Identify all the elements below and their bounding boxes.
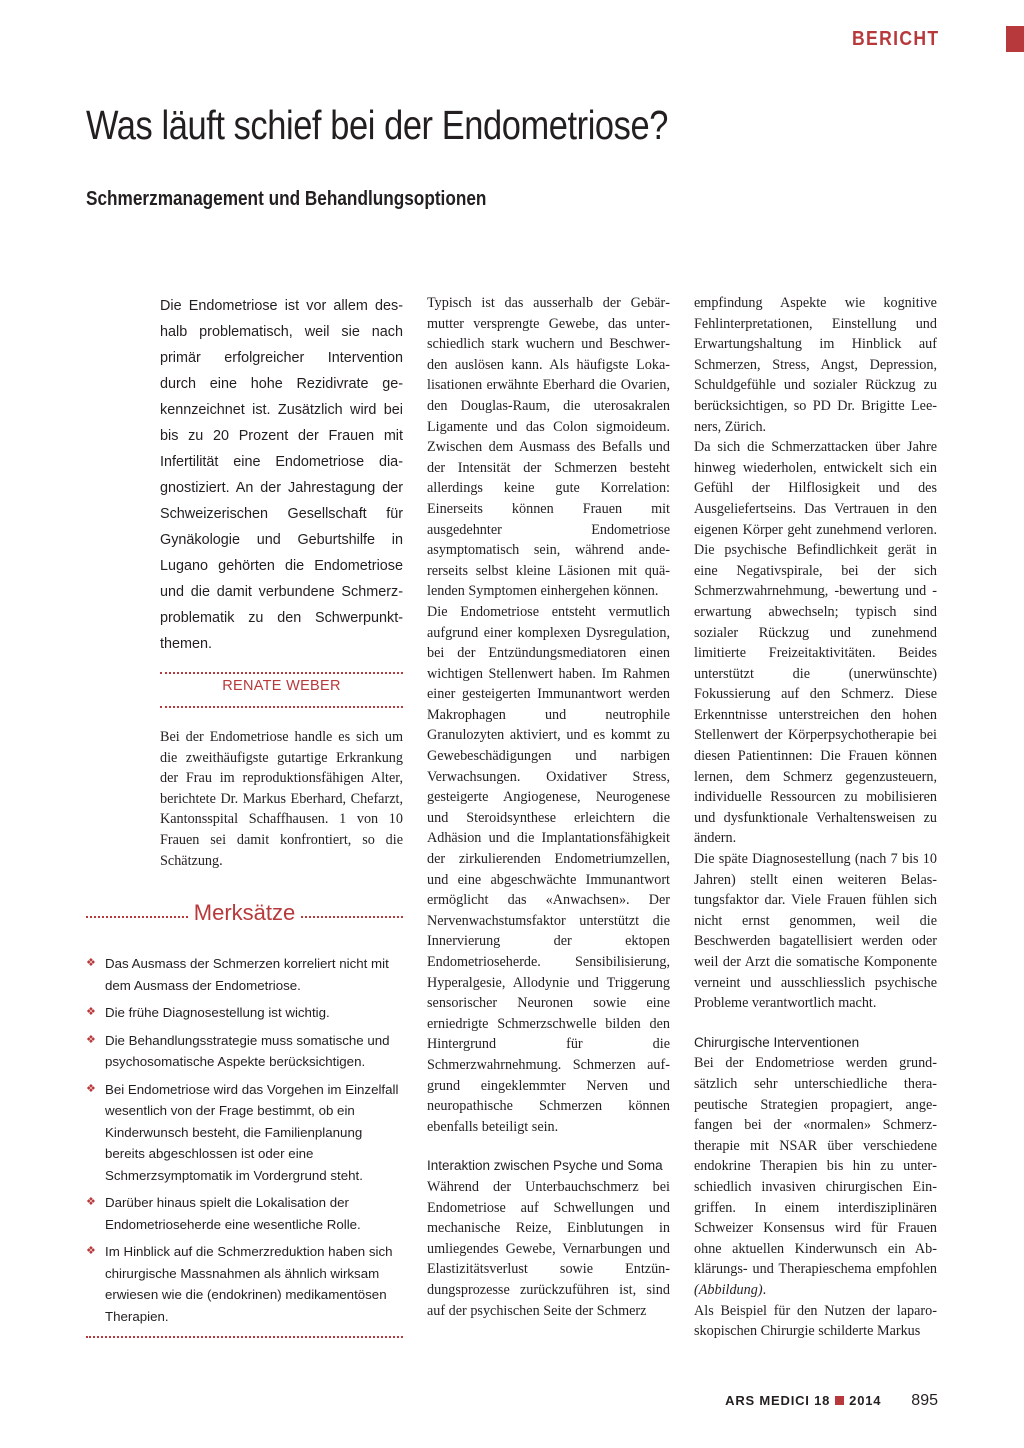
- section-heading-chirurgie: Chirurgische Interventionen: [694, 1034, 860, 1050]
- list-item-text: Das Ausmass der Schmerzen korreliert nicht mit dem Ausmass der Endometriose.: [105, 956, 389, 993]
- body-column-3: [694, 293, 937, 1342]
- body-paragraph: Bei der Endometriose werden grundsätzlich sehr unterschiedliche therapeutische Strategien propagiert, angefangen bei der «normalen» Schmerztherapie mit NSAR über verschiedene endokrine Therapien bis hin zu unterschiedlich invasiven chirurgischen Eingriffen. In einem interdisziplinären Schweizer Konsensus wird für Frauen ohne aktuellen Kinderwunsch ein Abklärungs- und Therapieschema empfohlen (Abbildung).: [694, 1055, 937, 1298]
- diamond-bullet-icon: ❖: [86, 957, 96, 969]
- lead-paragraph: Die Endometriose ist vor allem deshalb problematisch, weil sie nach primär erfolgreicher Intervention durch eine hohe Rezidivrate gekennzeichnet ist. Zusätzlich wird bei bis zu 20 Prozent der Frauen mit Infertilität eine Endometriose diagnostiziert. An der Jahrestagung der Schweizerischen Gesellschaft für Gynäkologie und Geburtshilfe in Lugano gehörten die Endometriose und die damit verbundene Schmerzproblematik zu den Schwerpunktthemen.: [160, 298, 403, 652]
- diamond-bullet-icon: ❖: [86, 1196, 96, 1208]
- diamond-bullet-icon: ❖: [86, 1245, 96, 1257]
- diamond-bullet-icon: ❖: [86, 1033, 96, 1046]
- section-heading-psyche: Interaktion zwischen Psyche und Soma: [427, 1158, 663, 1174]
- list-item: [86, 1002, 404, 1024]
- figure-reference: (Abbildung): [694, 1281, 763, 1298]
- intro-paragraph: Bei der Endometriose handle es sich um die zweithäufigste gutartige Erkrankung der Frau im reproduktionsfähigen Alter, berichtete Dr. Markus Eberhard, Chefarzt, Kantonsspital Schaffhausen. 1 von 10 Frauen sei damit konfrontiert, so die Schätzung.: [160, 729, 403, 869]
- merksaetze-list: [86, 953, 404, 1333]
- list-item: [86, 1079, 404, 1187]
- merksaetze-bottom-divider: [86, 1336, 403, 1338]
- body-paragraph: Typisch ist das ausserhalb der Gebärmutter versprengte Gewebe, das unterschiedlich stark wuchern und Beschwerden auslösen kann. Als häufigste Lokalisationen erwähnte Eberhard die Ovarien, den Douglas-Raum, die uterosakralen Ligamente und das Colon sigmoideum. Zwischen dem Ausmass des Befalls und der Intensität der Schmerzen besteht allerdings keine gute Korrelation: Einerseits können Frauen mit ausgedehnter Endometriose asymptomatisch sein, während andererseits selbst kleine Läsionen mit quälenden Symptomen einhergehen können.: [427, 295, 670, 600]
- author-bottom-divider: [160, 706, 403, 708]
- square-separator-icon: [835, 1396, 844, 1405]
- list-item: [86, 953, 404, 996]
- body-paragraph: Da sich die Schmerzattacken über Jahre hinweg wiederholen, entwickelt sich ein Gefühl der Hilflosigkeit und des Ausgeliefertseins. Das Vertrauen in den eigenen Körper geht zunehmend verloren. Die psychische Befindlichkeit gerät in eine Negativspirale, bei der sich Schmerzwahrnehmung, -bewertung und -erwartung abwechseln; typisch sind sozialer Rückzug und zunehmend limitierte Freizeitaktivitäten. Beides unterstützt die (unerwünschte) Fokussierung auf den Schmerz. Diese Erkenntnisse unterstreichen den hohen Stellenwert der Körperpsychotherapie bei diesen Patientinnen: Die Frauen können lernen, dem Schmerz gegenzusteuern, individuelle Ressourcen zu mobilisieren und dysfunktionale Verhaltensweisen zu ändern.: [694, 439, 937, 847]
- body-paragraph: Als Beispiel für den Nutzen der laparoskopischen Chirurgie schilderte Markus: [694, 1302, 937, 1340]
- merksaetze-dots-right: [301, 916, 403, 918]
- diamond-bullet-icon: ❖: [86, 1006, 96, 1018]
- merksaetze-header: [86, 900, 403, 926]
- list-item-text: Die frühe Diagnosestellung ist wichtig.: [105, 1005, 330, 1020]
- list-item: [86, 1030, 404, 1073]
- list-item: [86, 1241, 404, 1327]
- author-top-divider: [160, 672, 403, 674]
- list-item: [86, 1192, 404, 1235]
- paragraph-gap: [427, 1137, 670, 1156]
- section-label: BERICHT: [852, 28, 940, 50]
- body-paragraph: empfindung Aspekte wie kognitive Fehlinterpretationen, Einstellung und Erwartungshaltung im Hinblick auf Schmerzen, Stress, Angst, Depression, Schuldgefühle und sozialer Rückzug zu berücksichtigen, so PD Dr. Brigitte Leeners, Zürich.: [694, 295, 937, 435]
- page-footer: [725, 1392, 938, 1410]
- body-paragraph: Die späte Diagnosestellung (nach 7 bis 10 Jahren) stellt einen weiteren Belastungsfaktor dar. Viele Frauen fühlen sich nicht ernst genommen, weil die Beschwerden bagatellisiert werden oder weil der Arzt die somatische Komponente verneint und ausschliesslich psychische Probleme verantwortlich macht.: [694, 851, 937, 1012]
- body-paragraph: Die Endometriose entsteht vermutlich aufgrund einer komplexen Dysregulation, bei der Entzündungsmediatoren einen wichtigen Stellenwert haben. Im Rahmen einer gesteigerten Immunantwort werden Makrophagen und neutrophile Granulozyten aktiviert, und es kommt zu Gewebeschädigungen und narbigen Verwachsungen. Oxidativer Stress, gesteigerte Angiogenese, Neurogenese und Steroidsynthese erleichtern die Adhäsion und die Implantationsfähigkeit der zirkulierenden Endometriumzellen, und eine abgeschwächte Immunantwort ermöglicht das «Anwachsen». Der Nervenwachstumsfaktor unterstützt die Innervierung der ektopen Endometrioseherde. Sensibilisierung, Hyperalgesie, Allodynie und Triggerung sensorischer Neuronen sowie eine erniedrigte Schmerzschwelle bilden den Hintergrund für die Schmerzwahrnehmung. Schmerzen aufgrund eingeklemmter Nerven und neuropathische Schmerzen können ebenfalls beteiligt sein.: [427, 603, 670, 1135]
- article-title: Was läuft schief bei der Endometriose?: [86, 102, 668, 148]
- list-item-text: Im Hinblick auf die Schmerzreduktion haben sich chirurgische Massnahmen als ähnlich wirksam erwiesen wie die (endokrinen) medikamentösen Therapien.: [105, 1244, 393, 1324]
- merksaetze-title: Merksätze: [193, 900, 296, 925]
- section-color-block: [1006, 26, 1024, 52]
- page-number: 895: [911, 1392, 938, 1409]
- merksaetze-dots-left: [86, 916, 188, 918]
- diamond-bullet-icon: ❖: [86, 1082, 96, 1095]
- intro-column: [160, 727, 403, 871]
- list-item-text: Die Behandlungsstrategie muss somatische und psychosomatische Aspekte berücksichtigen.: [105, 1032, 390, 1069]
- journal-year: 2014: [849, 1393, 882, 1408]
- article-subtitle: Schmerzmanagement und Behandlungsoptionen: [86, 188, 487, 210]
- author-name: RENATE WEBER: [222, 678, 341, 694]
- body-column-2: [427, 293, 670, 1321]
- body-text: Bei der Endometriose werden grundsätzlich sehr unterschiedliche therapeutische Strategien propagiert, angefangen bei der «normalen» Schmerztherapie mit NSAR über verschiedene endokrine Therapien bis hin zu unterschiedlich invasiven chirurgischen Eingriffen. In einem interdisziplinären Schweizer Konsensus wird für Frauen ohne aktuellen Kinderwunsch ein Abklärungs- und Therapieschema empfohlen: [694, 1055, 937, 1278]
- list-item-text: Bei Endometriose wird das Vorgehen im Einzelfall wesentlich von der Frage bestimmt, ob ein Kinderwunsch besteht, die Familienplanung bereits abgeschlossen ist oder eine Schmerzsymptomatik im Vordergrund steht.: [105, 1081, 399, 1183]
- paragraph-gap: [694, 1014, 937, 1033]
- body-paragraph: Während der Unterbauchschmerz bei Endometriose auf Schwellungen und mechanische Reize, Einblutungen in umliegendes Gewebe, Vernarbungen und Elastizitätsverlust sowie Entzündungsprozesse zurückzuführen ist, sind auf der psychischen Seite der Schmerz: [427, 1178, 670, 1319]
- journal-name: ARS MEDICI 18: [725, 1393, 831, 1408]
- list-item-text: Darüber hinaus spielt die Lokalisation der Endometrioseherde eine wesentliche Rolle.: [105, 1195, 361, 1232]
